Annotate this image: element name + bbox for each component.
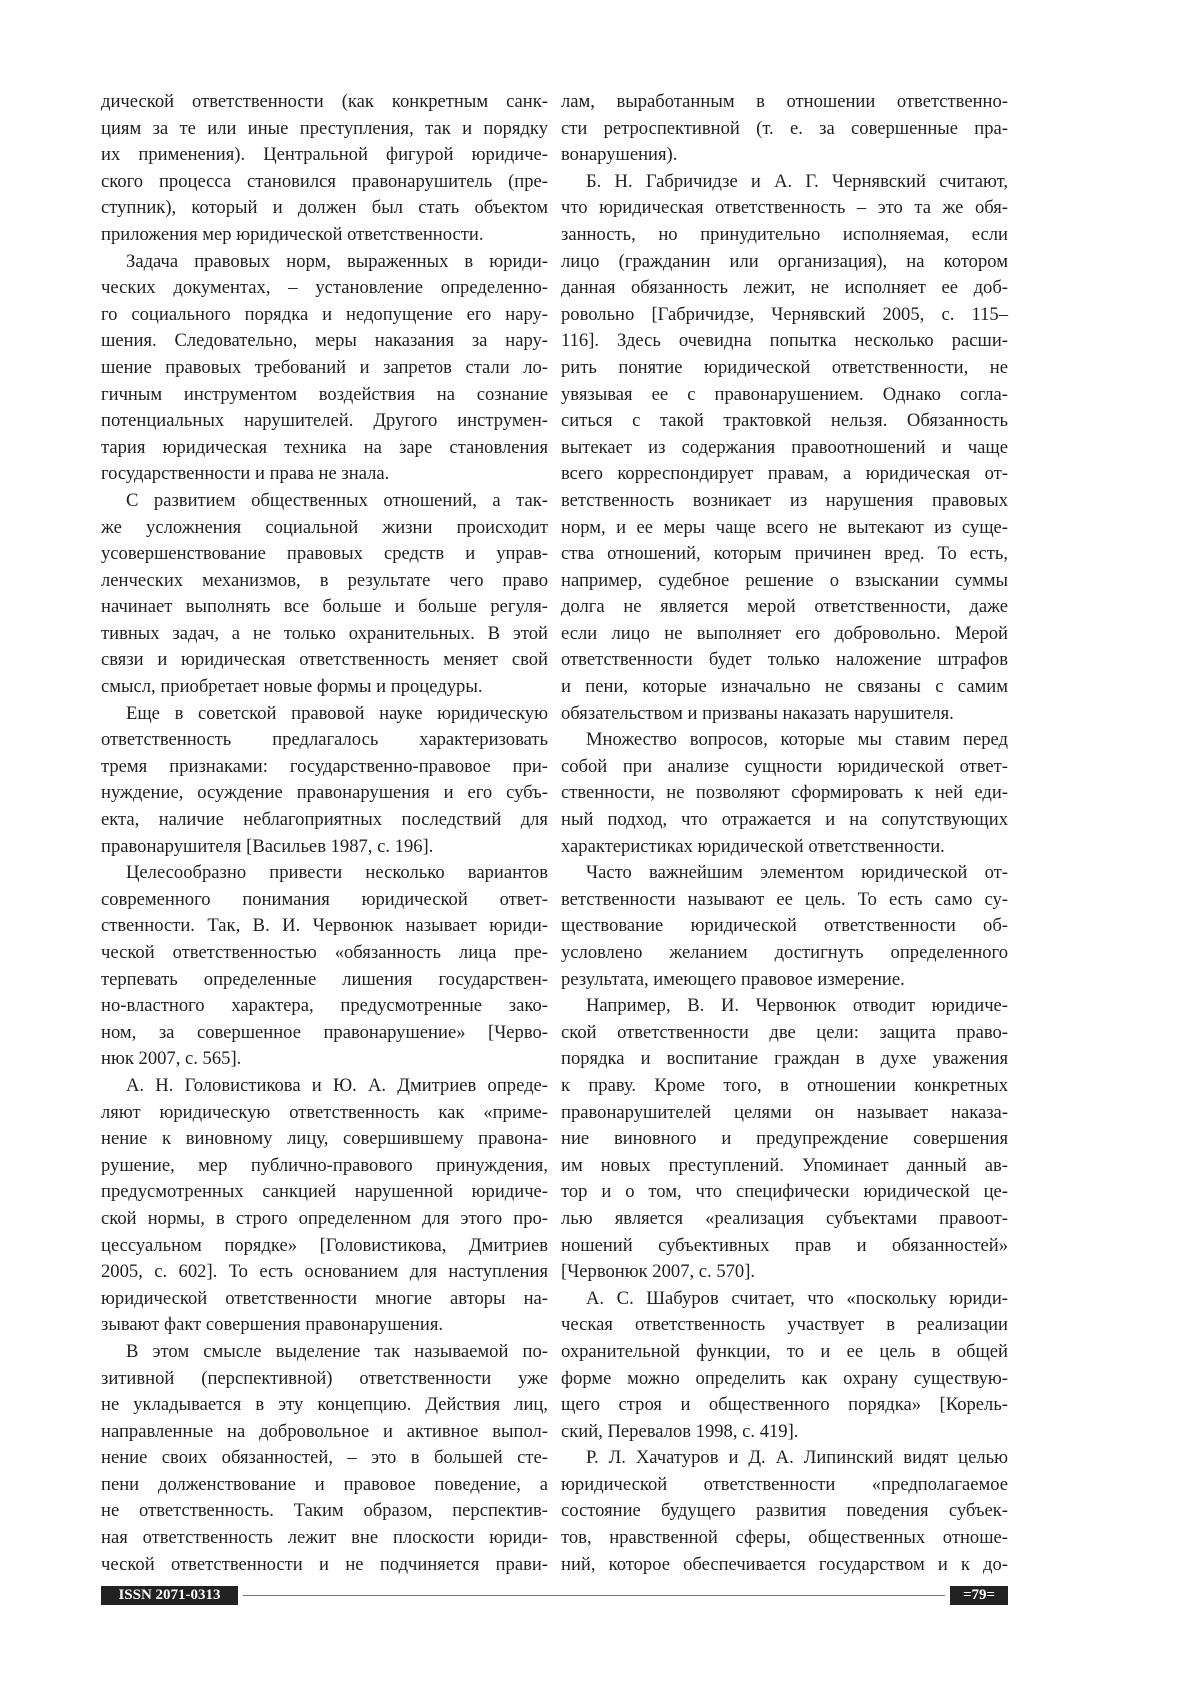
text-line: циям за те или иные преступления, так и порядку (101, 116, 548, 143)
text-line: смысл, приобретает новые формы и процедуры. (101, 674, 548, 701)
text-line: шения. Следовательно, меры наказания за нару- (101, 328, 548, 355)
text-line: к праву. Кроме того, в отношении конкретных (561, 1073, 1008, 1100)
text-line: правонарушителей целями он называет наказа- (561, 1100, 1008, 1127)
text-line: ской ответственности две цели: защита право- (561, 1020, 1008, 1047)
paragraph (561, 727, 1008, 860)
paragraph (561, 169, 1008, 727)
text-line: В этом смысле выделение так называемой по- (101, 1339, 548, 1366)
text-line: ческой ответственностью «обязанность лица пре- (101, 940, 548, 967)
text-line: приложения мер юридической ответственности. (101, 222, 548, 249)
text-line: и пени, которые изначально не связаны с самим (561, 674, 1008, 701)
text-column-right (561, 89, 1008, 1578)
text-line: ветственность возникает из нарушения правовых (561, 488, 1008, 515)
text-line: ственности. Так, В. И. Червонюк называет юриди- (101, 913, 548, 940)
text-line: ровольно [Габричидзе, Чернявский 2005, с. 115– (561, 302, 1008, 329)
text-line: ная ответственность лежит вне плоскости юриди- (101, 1525, 548, 1552)
text-line: [Червонюк 2007, с. 570]. (561, 1259, 1008, 1286)
text-line: ный подход, что отражается и на сопутствующих (561, 807, 1008, 834)
text-line: ственности, не позволяют сформировать к ней еди- (561, 780, 1008, 807)
text-line: Множество вопросов, которые мы ставим перед (561, 727, 1008, 754)
text-line: тария юридическая техника на заре становления (101, 435, 548, 462)
text-line: ского процесса становился правонарушитель (пре- (101, 169, 548, 196)
text-line: 2005, с. 602]. То есть основанием для наступления (101, 1259, 548, 1286)
paragraph (101, 488, 548, 701)
text-line: собой при анализе сущности юридической ответ- (561, 754, 1008, 781)
text-line: предусмотренных санкцией нарушенной юридиче- (101, 1179, 548, 1206)
paragraph (561, 1286, 1008, 1446)
text-line: ский, Перевалов 1998, с. 419]. (561, 1419, 1008, 1446)
text-line: всего корреспондирует правам, а юридическая от- (561, 461, 1008, 488)
text-line: Например, В. И. Червонюк отводит юридиче- (561, 993, 1008, 1020)
text-line: шение правовых требований и запретов стали ло- (101, 355, 548, 382)
paragraph (101, 1073, 548, 1339)
text-line: государственности и права не знала. (101, 461, 548, 488)
text-line: цессуальном порядке» [Головистикова, Дмитриев (101, 1233, 548, 1260)
text-line: направленные на добровольное и активное выпол- (101, 1419, 548, 1446)
text-line: современного понимания юридической ответ- (101, 887, 548, 914)
text-line: ситься с такой трактовкой нельзя. Обязанность (561, 408, 1008, 435)
text-line: увязывая ее с правонарушением. Однако согла- (561, 382, 1008, 409)
text-line: лью является «реализация субъектами правоот- (561, 1206, 1008, 1233)
text-line: ляют юридическую ответственность как «приме- (101, 1100, 548, 1127)
text-line: Задача правовых норм, выраженных в юриди- (101, 249, 548, 276)
text-line: ленческих механизмов, в результате чего право (101, 568, 548, 595)
footer-rule (243, 1595, 945, 1596)
paragraph (561, 860, 1008, 993)
text-line: ответственности будет только наложение штрафов (561, 647, 1008, 674)
text-line: ном, за совершенное правонарушение» [Черво- (101, 1020, 548, 1047)
text-line: рить понятие юридической ответственности, не (561, 355, 1008, 382)
text-line: связи и юридическая ответственность меняет свой (101, 647, 548, 674)
text-line: ний, которое обеспечивается государством и к до- (561, 1552, 1008, 1579)
text-line: порядка и воспитание граждан в духе уважения (561, 1046, 1008, 1073)
text-line: если лицо не выполняет его добровольно. Мерой (561, 621, 1008, 648)
paragraph (101, 701, 548, 861)
text-line: Р. Л. Хачатуров и Д. А. Липинский видят целью (561, 1445, 1008, 1472)
text-line: ческая ответственность участвует в реализации (561, 1312, 1008, 1339)
text-line: форме можно определить как охрану существую- (561, 1366, 1008, 1393)
paragraph (101, 89, 548, 249)
text-line: Еще в советской правовой науке юридическую (101, 701, 548, 728)
text-line: ществование юридической ответственности об- (561, 913, 1008, 940)
text-line: не укладывается в эту концепцию. Действия лиц, (101, 1392, 548, 1419)
paragraph (561, 1445, 1008, 1578)
text-line: юридической ответственности «предполагаемое (561, 1472, 1008, 1499)
text-line: вонарушения). (561, 142, 1008, 169)
text-line: 116]. Здесь очевидна попытка несколько расши- (561, 328, 1008, 355)
text-line: ношений субъективных прав и обязанностей» (561, 1233, 1008, 1260)
text-line: тивных задач, а не только охранительных. В этой (101, 621, 548, 648)
text-line: А. Н. Головистикова и Ю. А. Дмитриев опреде- (101, 1073, 548, 1100)
text-line: тор и о том, что специфически юридической це- (561, 1179, 1008, 1206)
text-line: усовершенствование правовых средств и управ- (101, 541, 548, 568)
text-line: их применения). Центральной фигурой юридиче- (101, 142, 548, 169)
text-line: но-властного характера, предусмотренные зако- (101, 993, 548, 1020)
text-line: зывают факт совершения правонарушения. (101, 1312, 548, 1339)
text-line: результата, имеющего правовое измерение. (561, 967, 1008, 994)
text-line: щего строя и общественного порядка» [Корель- (561, 1392, 1008, 1419)
text-line: Целесообразно привести несколько вариантов (101, 860, 548, 887)
text-line: потенциальных нарушителей. Другого инструмен- (101, 408, 548, 435)
text-line: пени долженствование и правовое поведение, а (101, 1472, 548, 1499)
text-line: состояние будущего развития поведения субъек- (561, 1498, 1008, 1525)
text-line: условлено желанием достигнуть определенного (561, 940, 1008, 967)
text-line: ступник), который и должен был стать объектом (101, 195, 548, 222)
text-line: нюк 2007, с. 565]. (101, 1046, 548, 1073)
text-line: лам, выработанным в отношении ответственно- (561, 89, 1008, 116)
text-line: сти ретроспективной (т. е. за совершенные пра- (561, 116, 1008, 143)
text-line: нение своих обязанностей, – это в большей сте- (101, 1445, 548, 1472)
text-line: начинает выполнять все больше и больше регуля- (101, 594, 548, 621)
paragraph (561, 993, 1008, 1286)
text-line: нение к виновному лицу, совершившему правона- (101, 1126, 548, 1153)
text-line: ческой ответственности и не подчиняется прави- (101, 1552, 548, 1579)
text-line: Часто важнейшим элементом юридической от- (561, 860, 1008, 887)
text-line: Б. Н. Габричидзе и А. Г. Чернявский считают, (561, 169, 1008, 196)
text-line: нуждение, осуждение правонарушения и его субъ- (101, 780, 548, 807)
paragraph (561, 89, 1008, 169)
paragraph (101, 249, 548, 488)
text-line: С развитием общественных отношений, а так- (101, 488, 548, 515)
text-line: правонарушителя [Васильев 1987, с. 196]. (101, 834, 548, 861)
text-line: гичным инструментом воздействия на сознание (101, 382, 548, 409)
text-line: что юридическая ответственность – это та же обя- (561, 195, 1008, 222)
text-column-left (101, 89, 548, 1578)
text-line: вытекает из содержания правоотношений и чаще (561, 435, 1008, 462)
text-line: ской нормы, в строго определенном для этого про- (101, 1206, 548, 1233)
text-line: долга не является мерой ответственности, даже (561, 594, 1008, 621)
page-footer (101, 1586, 1008, 1605)
page-number: =79= (950, 1586, 1008, 1605)
text-line: же усложнения социальной жизни происходит (101, 515, 548, 542)
text-line: характеристиках юридической ответственности. (561, 834, 1008, 861)
text-line: например, судебное решение о взыскании суммы (561, 568, 1008, 595)
text-line: тремя признаками: государственно-правовое при- (101, 754, 548, 781)
text-line: зитивной (перспективной) ответственности уже (101, 1366, 548, 1393)
text-line: ческих документах, – установление определенно- (101, 275, 548, 302)
text-line: им новых преступлений. Упоминает данный ав- (561, 1153, 1008, 1180)
text-line: екта, наличие неблагоприятных последствий для (101, 807, 548, 834)
text-line: дической ответственности (как конкретным санк- (101, 89, 548, 116)
text-line: данная обязанность лежит, не исполняет ее доб- (561, 275, 1008, 302)
text-line: ветственности называют ее цель. То есть само су- (561, 887, 1008, 914)
paragraph (101, 1339, 548, 1578)
text-line: тов, нравственной сферы, общественных отноше- (561, 1525, 1008, 1552)
text-line: ответственность предлагалось характеризовать (101, 727, 548, 754)
text-line: юридической ответственности многие авторы на- (101, 1286, 548, 1313)
text-line: А. С. Шабуров считает, что «поскольку юриди- (561, 1286, 1008, 1313)
text-line: терпевать определенные лишения государствен- (101, 967, 548, 994)
text-line: ние виновного и предупреждение совершения (561, 1126, 1008, 1153)
issn-label: ISSN 2071-0313 (101, 1586, 238, 1605)
text-line: рушение, мер публично-правового принуждения, (101, 1153, 548, 1180)
text-line: лицо (гражданин или организация), на котором (561, 249, 1008, 276)
text-line: го социального порядка и недопущение его нару- (101, 302, 548, 329)
text-line: охранительной функции, то и ее цель в общей (561, 1339, 1008, 1366)
text-line: ства отношений, которым причинен вред. То есть, (561, 541, 1008, 568)
text-line: норм, и ее меры чаще всего не вытекают из суще- (561, 515, 1008, 542)
text-line: обязательством и призваны наказать нарушителя. (561, 701, 1008, 728)
text-line: занность, но принудительно исполняемая, если (561, 222, 1008, 249)
paragraph (101, 860, 548, 1073)
text-line: не ответственность. Таким образом, перспектив- (101, 1498, 548, 1525)
